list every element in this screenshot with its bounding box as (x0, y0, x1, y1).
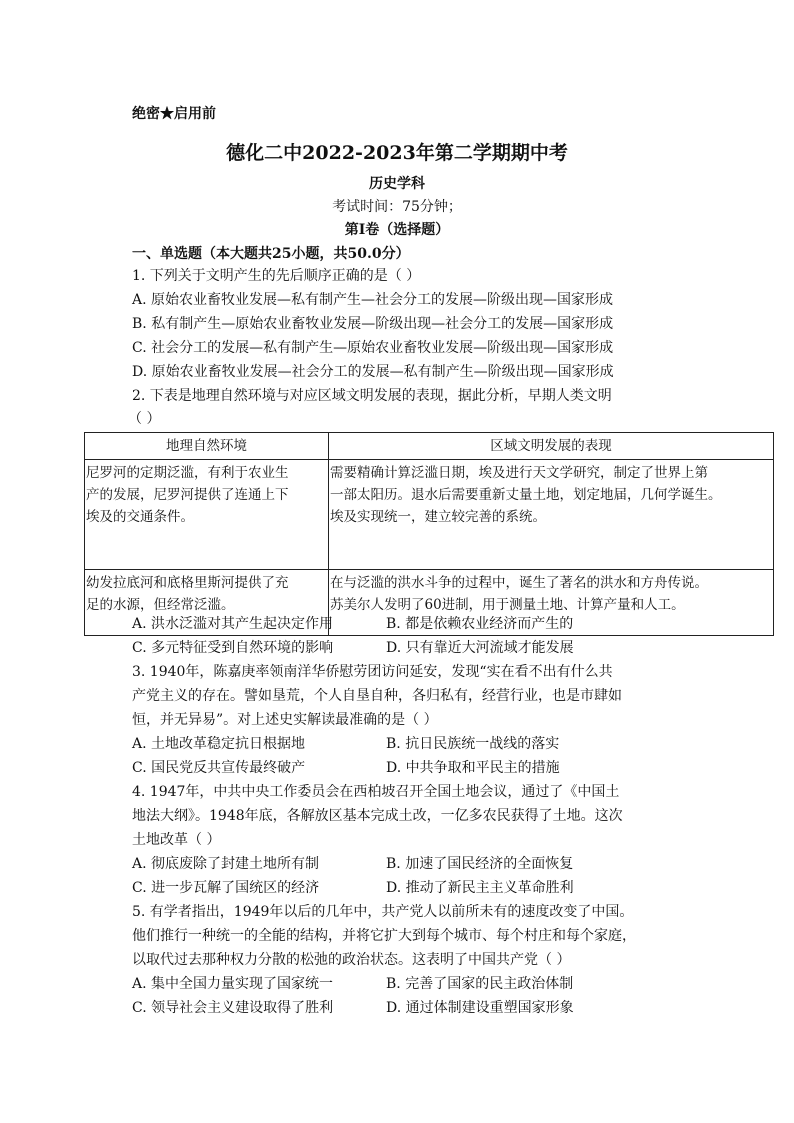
q1-option-a: A. 原始农业畜牧业发展—私有制产生—社会分工的发展—阶级出现—国家形成 (132, 292, 614, 308)
q2-stem-line1: 2. 下表是地理自然环境与对应区域文明发展的表现，据此分析，早期人类文明 (132, 388, 612, 404)
q2-option-d: D. 只有靠近大河流域才能发展 (386, 640, 574, 656)
q4-option-d: D. 推动了新民主主义革命胜利 (386, 880, 574, 896)
q4-option-c: C. 进一步瓦解了国统区的经济 (132, 880, 320, 896)
q3-option-a: A. 土地改革稳定抗日根据地 (132, 736, 306, 752)
cell-line: 在与泛滥的洪水斗争的过程中，诞生了著名的洪水和方舟传说。 (330, 575, 708, 591)
section-heading: 一、单选题（本大题共25小题，共50.0分） (132, 246, 410, 262)
cell-line: 埃及实现统一，建立较完善的系统。 (330, 509, 546, 525)
q2-option-c: C. 多元特征受到自然环境的影响 (132, 640, 334, 656)
table-header-civ: 区域文明发展的表现 (329, 433, 774, 460)
table-header-env: 地理自然环境 (85, 433, 329, 460)
q3-option-d: D. 中共争取和平民主的措施 (386, 760, 560, 776)
q4-line1: 4. 1947年，中共中央工作委员会在西柏坡召开全国土地会议，通过了《中国土 (132, 784, 620, 800)
table-cell-env (85, 460, 329, 570)
q3-line3: 恒，并无异易”。对上述史实解读最准确的是（ ） (132, 712, 438, 728)
q5-line2: 他们推行一种统一的全能的结构，并将它扩大到每个城市、每个村庄和每个家庭， (132, 928, 636, 944)
q2-option-b: B. 都是依赖农业经济而产生的 (386, 616, 574, 632)
q3-option-c: C. 国民党反共宣传最终破产 (132, 760, 306, 776)
q5-option-b: B. 完善了国家的民主政治体制 (386, 976, 574, 992)
cell-line: 埃及的交通条件。 (86, 509, 194, 525)
cell-line: 足的水源，但经常泛滥。 (86, 597, 235, 613)
q4-option-a: A. 彻底废除了封建土地所有制 (132, 856, 320, 872)
cell-line: 产的发展，尼罗河提供了连通上下 (86, 487, 289, 503)
q1-option-c: C. 社会分工的发展—私有制产生—原始农业畜牧业发展—阶级出现—国家形成 (132, 340, 614, 356)
q1-option-d: D. 原始农业畜牧业发展—社会分工的发展—私有制产生—阶级出现—国家形成 (132, 364, 614, 380)
q5-option-d: D. 通过体制建设重塑国家形象 (386, 1000, 574, 1016)
q5-option-a: A. 集中全国力量实现了国家统一 (132, 976, 334, 992)
q5-line1: 5. 有学者指出，1949年以后的几年中，共产党人以前所未有的速度改变了中国。 (132, 904, 634, 920)
q3-option-b: B. 抗日民族统一战线的落实 (386, 736, 560, 752)
exam-subject: 历史学科 (369, 176, 425, 192)
cell-line: 需要精确计算泛滥日期，埃及进行天文学研究，制定了世界上第 (330, 465, 708, 481)
q4-line2: 地法大纲》。1948年底，各解放区基本完成土改，一亿多农民获得了土地。这次 (132, 808, 623, 824)
q2-stem-line2: （ ） (128, 411, 161, 427)
table-cell-civ (329, 460, 774, 570)
cell-line: 尼罗河的定期泛滥，有利于农业生 (86, 465, 289, 481)
q2-option-a: A. 洪水泛滥对其产生起决定作用 (132, 616, 334, 632)
secret-mark: 绝密★启用前 (132, 106, 216, 122)
q4-line3: 土地改革（ ） (132, 832, 221, 848)
q3-line1: 3. 1940年，陈嘉庚率领南洋华侨慰劳团访问延安，发现“实在看不出有什么共 (132, 664, 613, 680)
exam-time: 考试时间：75分钟； (332, 199, 462, 215)
cell-line: 苏美尔人发明了60进制，用于测量土地、计算产量和人工。 (330, 597, 685, 613)
exam-title: 德化二中2022-2023年第二学期期中考 (226, 142, 568, 164)
cell-line: 一部太阳历。退水后需要重新丈量土地，划定地届，几何学诞生。 (330, 487, 722, 503)
environment-table (84, 432, 774, 636)
q1-option-b: B. 私有制产生—原始农业畜牧业发展—阶级出现—社会分工的发展—国家形成 (132, 316, 614, 332)
exam-volume: 第I卷（选择题） (344, 222, 450, 238)
q1-stem: 1. 下列关于文明产生的先后顺序正确的是（ ） (132, 268, 421, 284)
q5-line3: 以取代过去那种权力分散的松弛的政治状态。这表明了中国共产党（ ） (132, 952, 571, 968)
table-header-row (85, 433, 774, 460)
q3-line2: 产党主义的存在。譬如垦荒，个人自垦自种，各归私有，经营行业，也是市肆如 (132, 688, 622, 704)
table-row (85, 460, 774, 570)
cell-line: 幼发拉底河和底格里斯河提供了充 (86, 575, 289, 591)
q5-option-c: C. 领导社会主义建设取得了胜利 (132, 1000, 334, 1016)
q4-option-b: B. 加速了国民经济的全面恢复 (386, 856, 574, 872)
